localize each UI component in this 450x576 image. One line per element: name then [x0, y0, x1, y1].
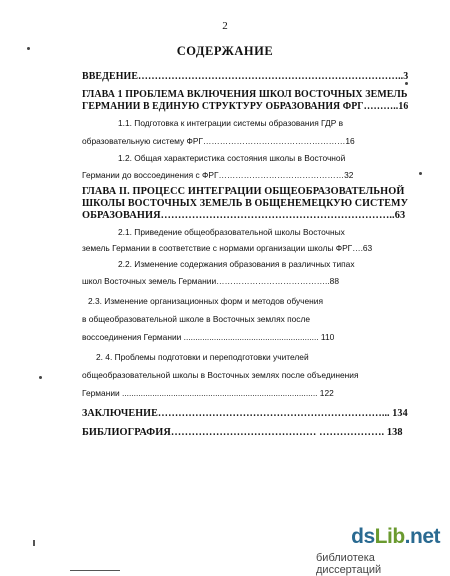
- toc-section-1-1-line-2: образовательную систему ФРГ……………………………………………16: [82, 136, 355, 146]
- toc-section-2-3-line-3: воссоединения Германии .......................................................... 110: [82, 332, 335, 342]
- toc-chapter-1-line-2: ГЕРМАНИИ В ЕДИНУЮ СТРУКТУРУ ОБРАЗОВАНИЯ ФРГ………..16: [82, 101, 409, 112]
- toc-section-1-1-line-1: 1.1. Подготовка к интеграции системы образования ГДР в: [118, 118, 344, 128]
- scan-edge-line: [70, 570, 120, 571]
- toc-section-2-1-line-2: земель Германии в соответствие с нормами организации школы ФРГ….63: [82, 243, 373, 253]
- toc-entry-bibliography: БИБЛИОГРАФИЯ…………………………………… ………………. 138: [82, 427, 403, 438]
- scan-speck: [419, 172, 422, 175]
- watermark-logo: [316, 525, 446, 576]
- toc-chapter-2-line-2: ШКОЛЫ ВОСТОЧНЫХ ЗЕМЕЛЬ В ОБЩЕНЕМЕЦКУЮ СИСТЕМУ: [82, 198, 409, 209]
- dslib-logo: dsLib.net: [351, 525, 440, 548]
- scan-speck: [33, 540, 35, 546]
- toc-chapter-2-line-1: ГЛАВА II. ПРОЦЕСС ИНТЕГРАЦИИ ОБЩЕОБРАЗОВАТЕЛЬНОЙ: [82, 186, 405, 197]
- toc-section-2-2-line-1: 2.2. Изменение содержания образования в различных типах: [118, 259, 355, 269]
- toc-chapter-2-line-3: ОБРАЗОВАНИЯ…………………………………………………………..63: [82, 210, 406, 221]
- scan-speck: [405, 82, 408, 85]
- scan-speck: [39, 376, 42, 379]
- toc-section-2-4-line-2: общеобразовательной школы в Восточных землях после объединения: [82, 370, 359, 380]
- toc-entry-introduction: ВВЕДЕНИЕ……………………………………………………………………..3: [82, 71, 409, 82]
- toc-entry-conclusion: ЗАКЛЮЧЕНИЕ…………………………………………………………... 134: [82, 408, 408, 419]
- toc-section-2-3-line-1: 2.3. Изменение организационных форм и методов обучения: [88, 296, 323, 306]
- page-number: 2: [222, 20, 228, 32]
- toc-section-2-1-line-1: 2.1. Приведение общеобразовательной школы Восточных: [118, 227, 345, 237]
- toc-chapter-1-line-1: ГЛАВА 1 ПРОБЛЕМА ВКЛЮЧЕНИЯ ШКОЛ ВОСТОЧНЫХ ЗЕМЕЛЬ: [82, 89, 408, 100]
- toc-section-1-2-line-2: Германии до воссоединения с ФРГ………………………………………32: [82, 170, 354, 180]
- toc-section-2-4-line-1: 2. 4. Проблемы подготовки и переподготовки учителей: [96, 352, 309, 362]
- page-title: СОДЕРЖАНИЕ: [176, 44, 274, 58]
- toc-section-1-2-line-1: 1.2. Общая характеристика состояния школы в Восточной: [118, 153, 346, 163]
- toc-section-2-2-line-2: школ Восточных земель Германии…………………………………..88: [82, 276, 339, 286]
- toc-section-2-3-line-2: в общеобразовательной школе в Восточных землях после: [82, 314, 311, 324]
- scan-speck: [27, 47, 30, 50]
- toc-section-2-4-line-3: Германии .................................................................................... 122: [82, 388, 334, 398]
- watermark-subtitle: библиотека диссертаций: [316, 552, 382, 576]
